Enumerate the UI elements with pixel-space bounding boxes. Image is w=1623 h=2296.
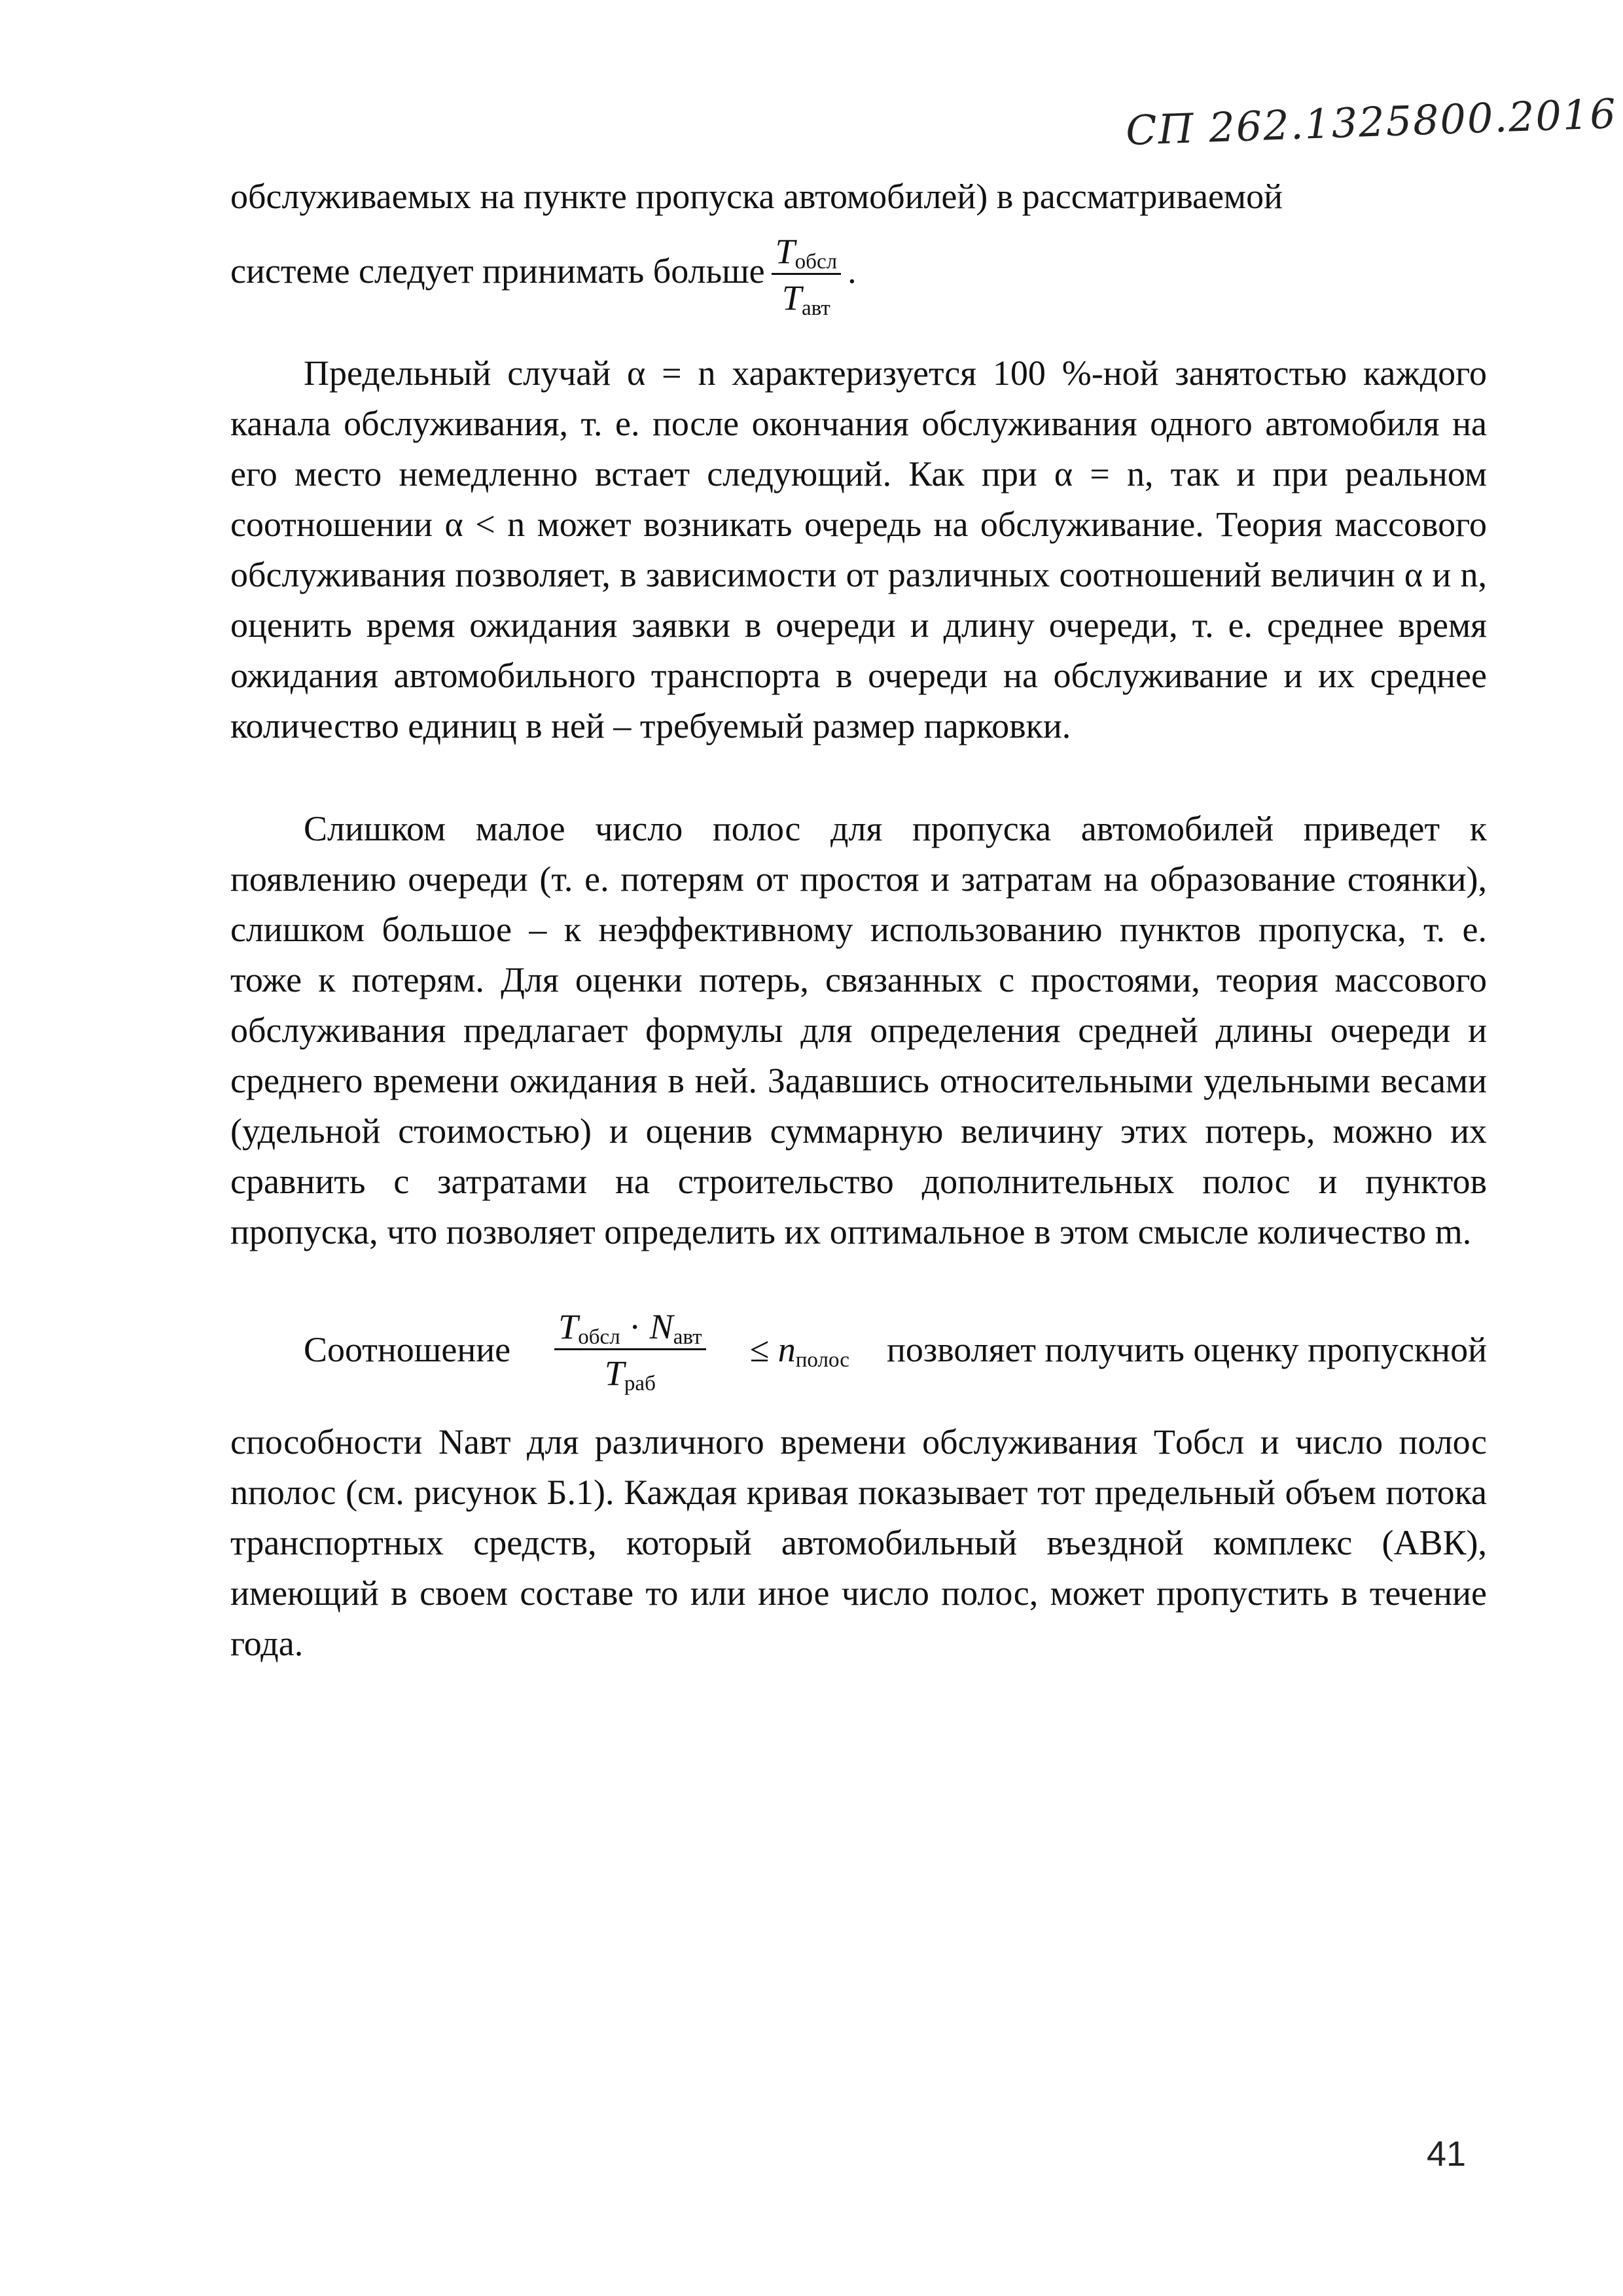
- top-text-block: [230, 171, 1487, 320]
- paragraph-text: Предельный случай α = n характеризуется 100 %-ной занятостью каждого канала обслуживания, т. е. после окончания обслуживания одного автомобиля на его место немедленно встает следующий. Как при α = n, так и при реальном соотношении α < n может возникать очередь на обслуживание. Теория массового обслуживания позволяет, в зависимости от различных соотношений величин α и n, оценить время ожидания заявки в очереди и длину очереди, т. е. среднее время ожидания автомобильного транспорта в очереди на обслуживание и их среднее количество единиц в ней – требуемый размер парковки.: [230, 353, 1487, 745]
- paragraph-text: способности Nавт для различного времени обслуживания Tобсл и число полос nполос (см. рисунок Б.1). Каждая кривая показывает тот предельный объем потока транспортных средств, который автомобильный въездной комплекс (АВК), имеющий в своем составе то или иное число полос, может пропустить в течение года.: [230, 1422, 1487, 1663]
- fraction-denominator: $T_{авт}$: [781, 278, 830, 320]
- fraction-tobsl-over-tavt: [772, 232, 841, 320]
- text-line: обслуживаемых на пункте пропуска автомобилей) в рассматриваемой: [230, 177, 1283, 216]
- fraction-tobsl-navt-over-trab: [554, 1307, 705, 1395]
- formula-line: [230, 1307, 1487, 1395]
- formula-lead-text: Соотношение: [304, 1330, 511, 1369]
- text-fragment: системе следует принимать больше: [230, 251, 765, 291]
- fraction-numerator: $T_{обсл}$: [772, 234, 841, 275]
- paragraph-2: [230, 804, 1487, 1257]
- handwritten-document-code: СП 262.1325800.2016: [1124, 89, 1618, 155]
- formula-rhs: ≤ $n_{полос}$: [749, 1330, 849, 1372]
- text-fragment: .: [847, 251, 857, 291]
- paragraph-text: Слишком малое число полос для пропуска автомобилей приведет к появлению очереди (т. е. потерям от простоя и затратам на образование стоянки), слишком большое – к неэффективному использованию пунктов пропуска, т. е. тоже к потерям. Для оценки потерь, связанных с простоями, теория массового обслуживания предлагает формулы для определения средней длины очереди и среднего времени ожидания в ней. Задавшись относительными удельными весами (удельной стоимостью) и оценив суммарную величину этих потерь, можно их сравнить с затратами на строительство дополнительных полос и пунктов пропуска, что позволяет определить их оптимальное в этом смысле количество m.: [230, 809, 1487, 1251]
- text-line-with-fraction: [230, 232, 1487, 320]
- paragraph-3: [230, 1417, 1487, 1669]
- fraction-denominator: $T_{раб}$: [604, 1354, 656, 1395]
- fraction-numerator: $T_{обсл} \cdot N_{авт}$: [554, 1309, 705, 1350]
- paragraph-1: [230, 348, 1487, 751]
- page-number: 41: [1427, 2134, 1467, 2174]
- formula-tail-text: позволяет получить оценку пропускной: [887, 1330, 1487, 1369]
